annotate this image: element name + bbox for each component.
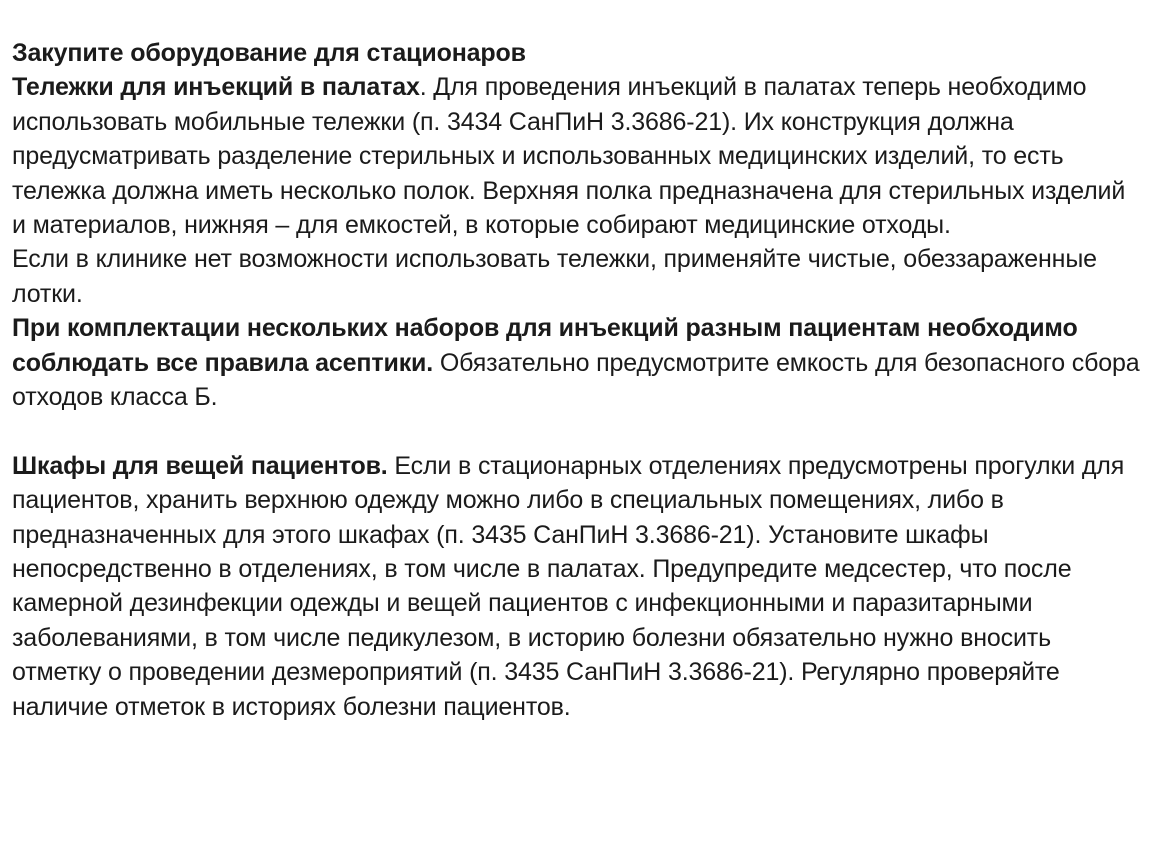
section-carts-asepsis — [12, 311, 1140, 414]
section-wardrobes-paragraph — [12, 449, 1140, 724]
section-carts-text: . Для проведения инъекций в палатах теперь необходимо использовать мобильные тележки (п. 3434 СанПиН 3.3686-21). Их конструкция должна предусматривать разделение стерильных и использованных медицинских изделий, то есть тележка должна иметь несколько полок. Верхняя полка предназначена для стерильных изделий и материалов, нижняя – для емкостей, в которые собирают медицинские отходы. — [12, 73, 1126, 240]
heading-text: Закупите оборудование для стационаров — [12, 39, 526, 67]
slide-content — [12, 36, 1140, 724]
section-carts-title: Тележки для инъекций в палатах — [12, 73, 420, 102]
section-carts-paragraph — [12, 70, 1140, 242]
section-carts-alternative: Если в клинике нет возможности использовать тележки, применяйте чистые, обеззараженные лотки. — [12, 245, 1097, 308]
waste-container-text: Обязательно предусмотрите емкость для безопасного сбора отходов класса Б. — [12, 348, 1140, 412]
paragraph-gap — [12, 414, 1140, 448]
section-wardrobes-title: Шкафы для вещей пациентов. — [12, 451, 388, 480]
asepsis-statement: При комплектации нескольких наборов для инъекций разным пациентам необходимо соблюдать все правила асептики. — [12, 314, 1078, 377]
page-heading — [12, 36, 1140, 70]
section-wardrobes-text: Если в стационарных отделениях предусмотрены прогулки для пациентов, хранить верхнюю одежду можно либо в специальных помещениях, либо в предназначенных для этого шкафах (п. 3435 СанПиН 3.3686-21). Установите шкафы непосредственно в отделениях, в том числе в палатах. Предупредите медсестер, что после камерной дезинфекции одежды и вещей пациентов с инфекционными и паразитарными заболеваниями, в том числе педикулезом, в историю болезни обязательно нужно вносить отметку о проведении дезмероприятий (п. 3435 СанПиН 3.3686-21). Регулярно проверяйте наличие отметок в историях болезни пациентов. — [12, 451, 1125, 721]
